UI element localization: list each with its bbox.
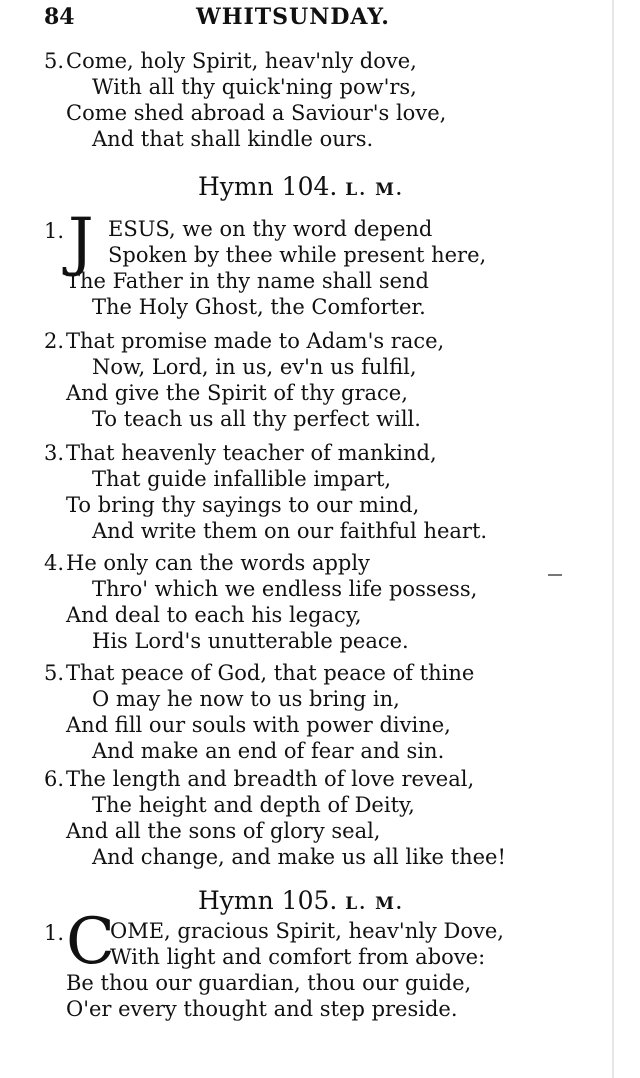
verse-line: OME, gracious Spirit, heav'nly Dove,: [110, 919, 504, 943]
verse-number: 5.: [44, 661, 65, 685]
hymn-meter: L. M.: [345, 180, 404, 200]
verse-line: With light and comfort from above:: [110, 945, 486, 969]
verse-number: 6.: [44, 767, 65, 791]
verse-line: Spoken by thee while present here,: [108, 243, 487, 267]
verse-line: That peace of God, that peace of thine: [66, 661, 475, 685]
verse-line: And fill our souls with power divine,: [66, 713, 451, 737]
verse-line: He only can the words apply: [66, 551, 370, 575]
drop-capital: C: [66, 905, 115, 979]
verse-line: Come, holy Spirit, heav'nly dove,: [66, 49, 417, 73]
verse-line: To teach us all thy perfect will.: [92, 407, 421, 431]
verse-line: That heavenly teacher of mankind,: [66, 441, 437, 465]
verse-line: And that shall kindle ours.: [92, 127, 374, 151]
verse-line: O may he now to us bring in,: [92, 687, 400, 711]
verse-line: And all the sons of glory seal,: [66, 819, 381, 843]
verse-line: And make an end of fear and sin.: [92, 739, 445, 763]
verse-line: That promise made to Adam's race,: [66, 329, 445, 353]
verse-number: 1.: [44, 921, 65, 945]
verse-line: To bring thy sayings to our mind,: [66, 493, 420, 517]
page-edge-shadow: [612, 0, 614, 1078]
hymn-meter: L. M.: [345, 894, 404, 914]
verse-line: And deal to each his legacy,: [66, 603, 362, 627]
verse-line: Be thou our guardian, thou our guide,: [66, 971, 472, 995]
verse-line: Thro' which we endless life possess,: [92, 577, 478, 601]
verse-number: 3.: [44, 441, 65, 465]
verse-line: And change, and make us all like thee!: [92, 845, 506, 869]
verse-number: 4.: [44, 551, 65, 575]
verse-line: His Lord's unutterable peace.: [92, 629, 409, 653]
hymn-title: Hymn 105.: [198, 886, 338, 915]
page-header: [44, 4, 604, 34]
hymn-104-heading: [198, 172, 404, 201]
verse-line: O'er every thought and step preside.: [66, 997, 458, 1021]
hymn-105-heading: [198, 886, 404, 915]
verse-line: The Father in thy name shall send: [66, 269, 429, 293]
running-title: WHITSUNDAY.: [196, 4, 390, 30]
drop-capital: J: [68, 205, 94, 279]
verse-line: Now, Lord, in us, ev'n us fulfil,: [92, 355, 417, 379]
verse-line: ESUS, we on thy word depend: [108, 217, 433, 241]
verse-line: That guide infallible impart,: [92, 467, 392, 491]
verse-line: The length and breadth of love reveal,: [66, 767, 475, 791]
verse-line: With all thy quick'ning pow'rs,: [92, 75, 417, 99]
hymn-title: Hymn 104.: [198, 172, 338, 201]
page-number: 84: [44, 4, 75, 30]
margin-mark: [548, 574, 562, 576]
verse-number: 1.: [44, 219, 65, 243]
verse-line: The height and depth of Deity,: [92, 793, 415, 817]
verse-line: And write them on our faithful heart.: [92, 519, 488, 543]
verse-number: 2.: [44, 329, 65, 353]
verse-line: The Holy Ghost, the Comforter.: [92, 295, 426, 319]
verse-number: 5.: [44, 49, 65, 73]
verse-line: Come shed abroad a Saviour's love,: [66, 101, 447, 125]
verse-line: And give the Spirit of thy grace,: [66, 381, 408, 405]
